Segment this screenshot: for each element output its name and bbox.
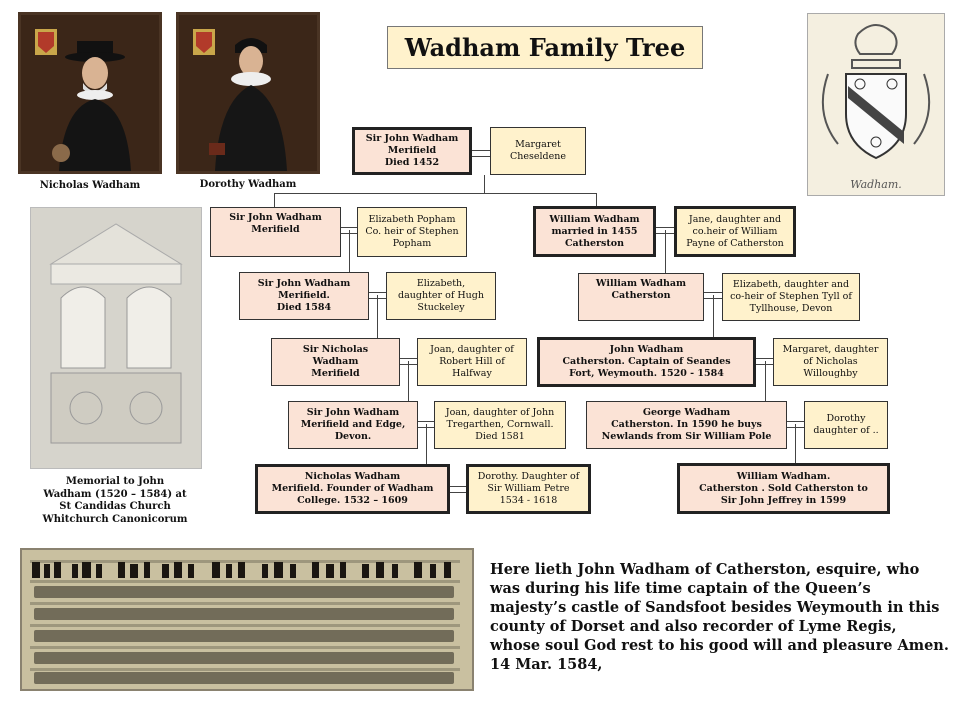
right-gen1-person: William Wadham married in 1455 Catherston bbox=[533, 206, 656, 257]
nicholas-wadham-caption: Nicholas Wadham bbox=[39, 180, 141, 191]
page-title: Wadham Family Tree bbox=[387, 26, 703, 69]
brass-plaque-photo bbox=[20, 548, 474, 691]
memorial-photo bbox=[30, 207, 202, 469]
dorothy-wadham-portrait bbox=[176, 12, 320, 174]
coat-of-arms-label: Wadham. bbox=[850, 178, 902, 191]
root-spouse-box: Margaret Cheseldene bbox=[490, 127, 586, 175]
left-gen5-person: Nicholas Wadham Merifield. Founder of Wadham College. 1532 – 1609 bbox=[255, 464, 450, 514]
right-gen5-person: William Wadham. Catherston . Sold Catherston to Sir John Jeffrey in 1599 bbox=[677, 463, 890, 514]
dorothy-wadham-caption: Dorothy Wadham bbox=[199, 179, 297, 190]
generation-branch-line bbox=[274, 193, 596, 194]
right-gen1-spouse: Jane, daughter and co.heir of William Payne of Catherston bbox=[674, 206, 796, 257]
coat-of-arms-icon bbox=[808, 14, 944, 174]
portrait-woman-icon bbox=[179, 15, 317, 171]
portrait-man-icon bbox=[21, 15, 159, 171]
memorial-icon bbox=[31, 208, 201, 468]
left-gen4-person: Sir John Wadham Merifield and Edge, Devon. bbox=[288, 401, 418, 449]
left-gen3-person: Sir Nicholas Wadham Merifield bbox=[271, 338, 400, 386]
left-gen2-spouse: Elizabeth, daughter of Hugh Stuckeley bbox=[386, 272, 496, 320]
left-gen5-spouse: Dorothy. Daughter of Sir William Petre 1534 - 1618 bbox=[466, 464, 591, 514]
root-trunk-line bbox=[484, 175, 485, 194]
right-gen3-person: John Wadham Catherston. Captain of Seandes Fort, Weymouth. 1520 - 1584 bbox=[537, 337, 756, 387]
right-gen2-spouse: Elizabeth, daughter and co-heir of Stephen Tyll of Tyllhouse, Devon bbox=[722, 273, 860, 321]
nicholas-wadham-portrait bbox=[18, 12, 162, 174]
memorial-caption: Memorial to John Wadham (1520 – 1584) at St Candidas Church Whitchurch Canonicorum bbox=[42, 476, 188, 525]
left-gen1-spouse: Elizabeth Popham Co. heir of Stephen Popham bbox=[357, 207, 467, 257]
blackletter-inscription-icon bbox=[22, 550, 472, 689]
right-gen4-person: George Wadham Catherston. In 1590 he buys Newlands from Sir William Pole bbox=[586, 401, 787, 449]
wadham-coat-of-arms bbox=[807, 13, 945, 196]
left-gen1-person: Sir John Wadham Merifield bbox=[210, 207, 341, 257]
right-gen3-spouse: Margaret, daughter of Nicholas Willoughby bbox=[773, 338, 888, 386]
left-gen3-spouse: Joan, daughter of Robert Hill of Halfway bbox=[417, 338, 527, 386]
left-gen4-spouse: Joan, daughter of John Tregarthen, Cornwall. Died 1581 bbox=[434, 401, 566, 449]
epitaph-text: Here lieth John Wadham of Catherston, esquire, who was during his life time captain of the Queen’s majesty’s castle of Sandsfoot besides Weymouth in this county of Dorset and also recorder of Lyme Regis, whose soul God rest to his good will and pleasure Amen. 14 Mar. 1584, bbox=[490, 561, 949, 673]
right-gen2-person: William Wadham Catherston bbox=[578, 273, 704, 321]
left-gen2-person: Sir John Wadham Merifield. Died 1584 bbox=[239, 272, 369, 320]
root-person-box: Sir John Wadham Merifield Died 1452 bbox=[352, 127, 472, 175]
right-gen4-spouse: Dorothy daughter of .. bbox=[804, 401, 888, 449]
